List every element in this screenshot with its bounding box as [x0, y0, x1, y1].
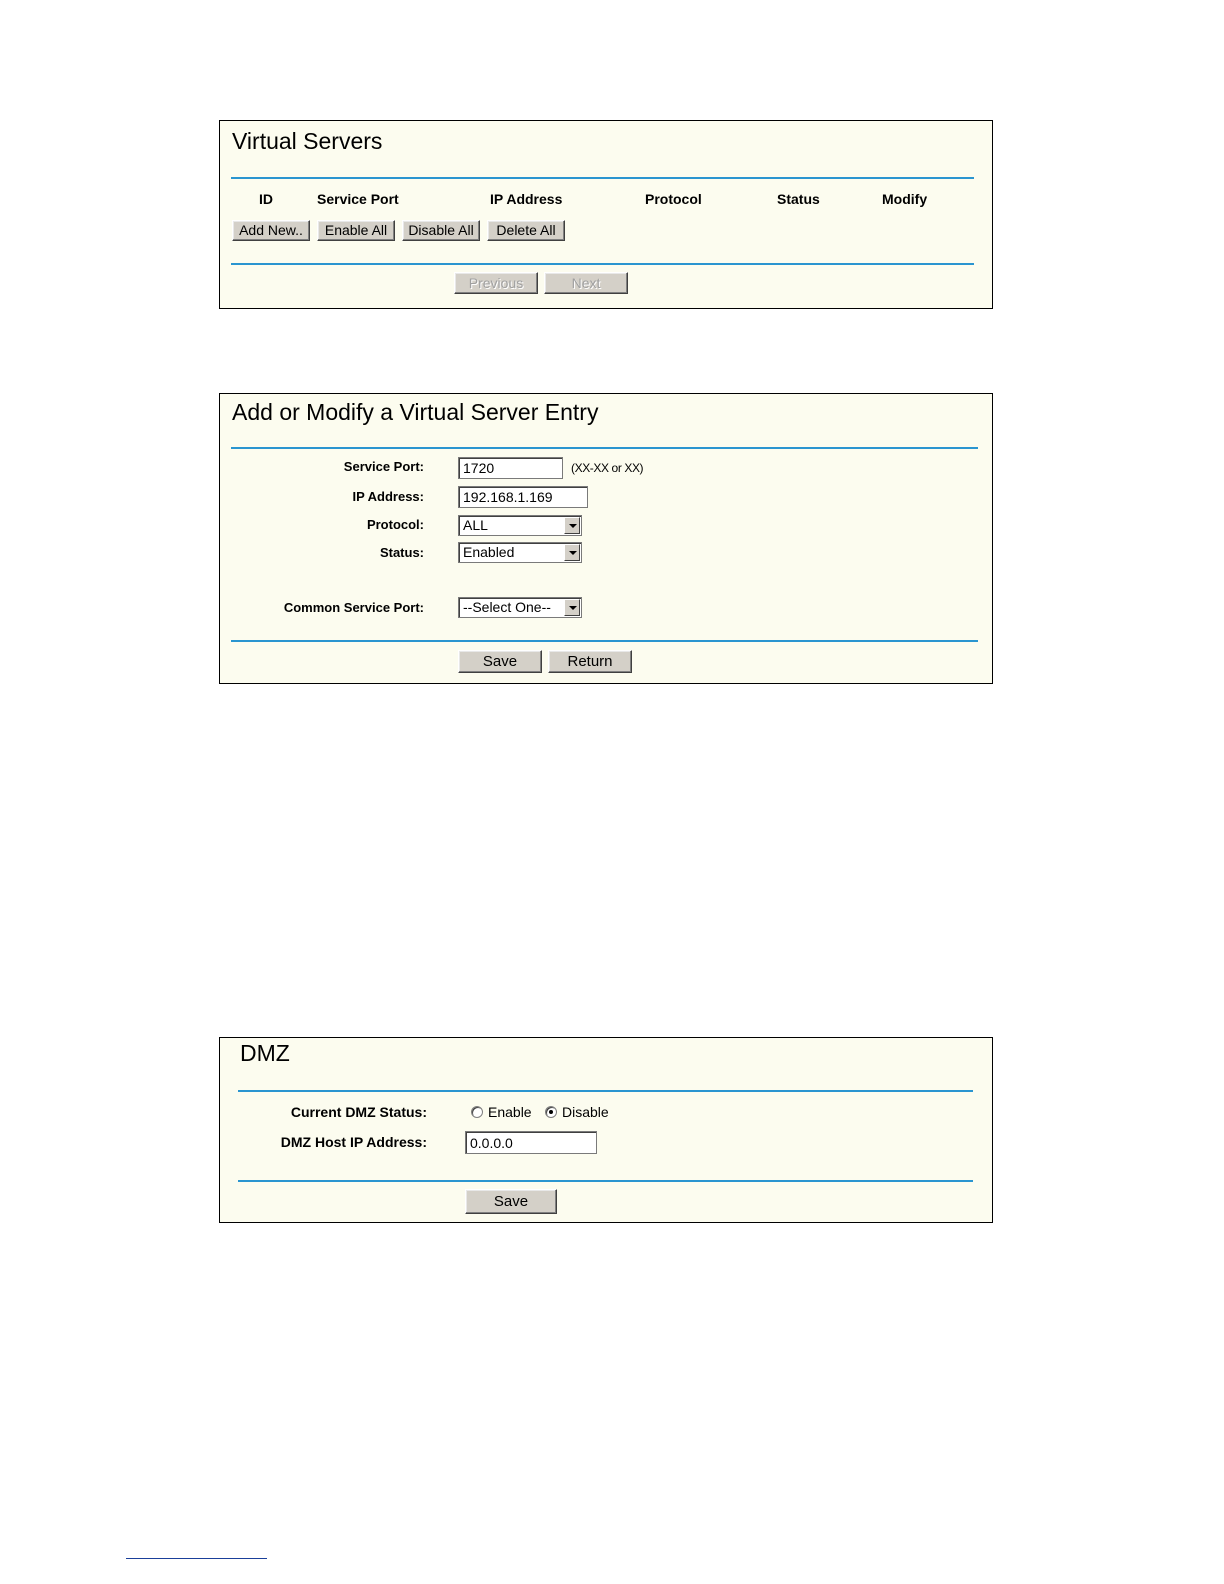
divider	[238, 1180, 973, 1182]
divider	[231, 177, 974, 179]
virtual-servers-panel	[219, 120, 993, 309]
ip-address-input[interactable]	[458, 486, 588, 508]
delete-all-button[interactable]: Delete All	[487, 220, 565, 241]
column-header-modify: Modify	[882, 191, 928, 207]
next-button[interactable]: Next	[544, 272, 628, 294]
dmz-save-button[interactable]: Save	[465, 1189, 557, 1214]
status-label: Status:	[379, 545, 424, 560]
dmz-enable-radio[interactable]	[471, 1106, 483, 1118]
column-header-id: ID	[259, 191, 273, 207]
entry-form-title: Add or Modify a Virtual Server Entry	[232, 399, 599, 425]
dmz-host-ip-input[interactable]	[465, 1131, 597, 1154]
footnote-separator	[126, 1558, 267, 1559]
disable-all-button[interactable]: Disable All	[402, 220, 480, 241]
status-select[interactable]	[458, 542, 582, 563]
divider	[238, 1090, 973, 1092]
chevron-down-icon[interactable]	[564, 544, 580, 561]
service-port-format-hint: (XX-XX or XX)	[571, 461, 644, 475]
service-port-label: Service Port:	[343, 459, 424, 474]
return-button[interactable]: Return	[548, 650, 632, 673]
chevron-down-icon[interactable]	[564, 599, 580, 616]
dmz-title: DMZ	[240, 1040, 290, 1066]
dmz-enable-label: Enable	[488, 1104, 532, 1120]
common-service-port-selected-value: --Select One--	[463, 599, 551, 615]
protocol-selected-value: ALL	[463, 517, 488, 533]
enable-all-button[interactable]: Enable All	[317, 220, 395, 241]
divider	[231, 447, 978, 449]
status-selected-value: Enabled	[463, 544, 515, 560]
chevron-down-icon[interactable]	[564, 517, 580, 534]
ip-address-label: IP Address:	[352, 489, 424, 504]
common-service-port-select[interactable]	[458, 597, 582, 618]
virtual-server-entry-panel	[219, 393, 993, 684]
dmz-disable-label: Disable	[562, 1104, 609, 1120]
add-new-button[interactable]: Add New..	[232, 220, 310, 241]
virtual-servers-title: Virtual Servers	[232, 128, 383, 154]
divider	[231, 640, 978, 642]
column-header-ip-address: IP Address	[490, 191, 563, 207]
dmz-disable-radio[interactable]	[545, 1106, 557, 1118]
protocol-select[interactable]	[458, 515, 582, 536]
column-header-protocol: Protocol	[645, 191, 702, 207]
save-button[interactable]: Save	[458, 650, 542, 673]
dmz-host-ip-label: DMZ Host IP Address:	[280, 1134, 427, 1150]
column-header-status: Status	[777, 191, 820, 207]
column-header-service-port: Service Port	[317, 191, 399, 207]
previous-button[interactable]: Previous	[454, 272, 538, 294]
dmz-status-label: Current DMZ Status:	[290, 1104, 427, 1120]
divider	[231, 263, 974, 265]
common-service-port-label: Common Service Port:	[283, 600, 424, 615]
service-port-input[interactable]	[458, 457, 563, 479]
dmz-panel	[219, 1037, 993, 1223]
protocol-label: Protocol:	[366, 517, 424, 532]
